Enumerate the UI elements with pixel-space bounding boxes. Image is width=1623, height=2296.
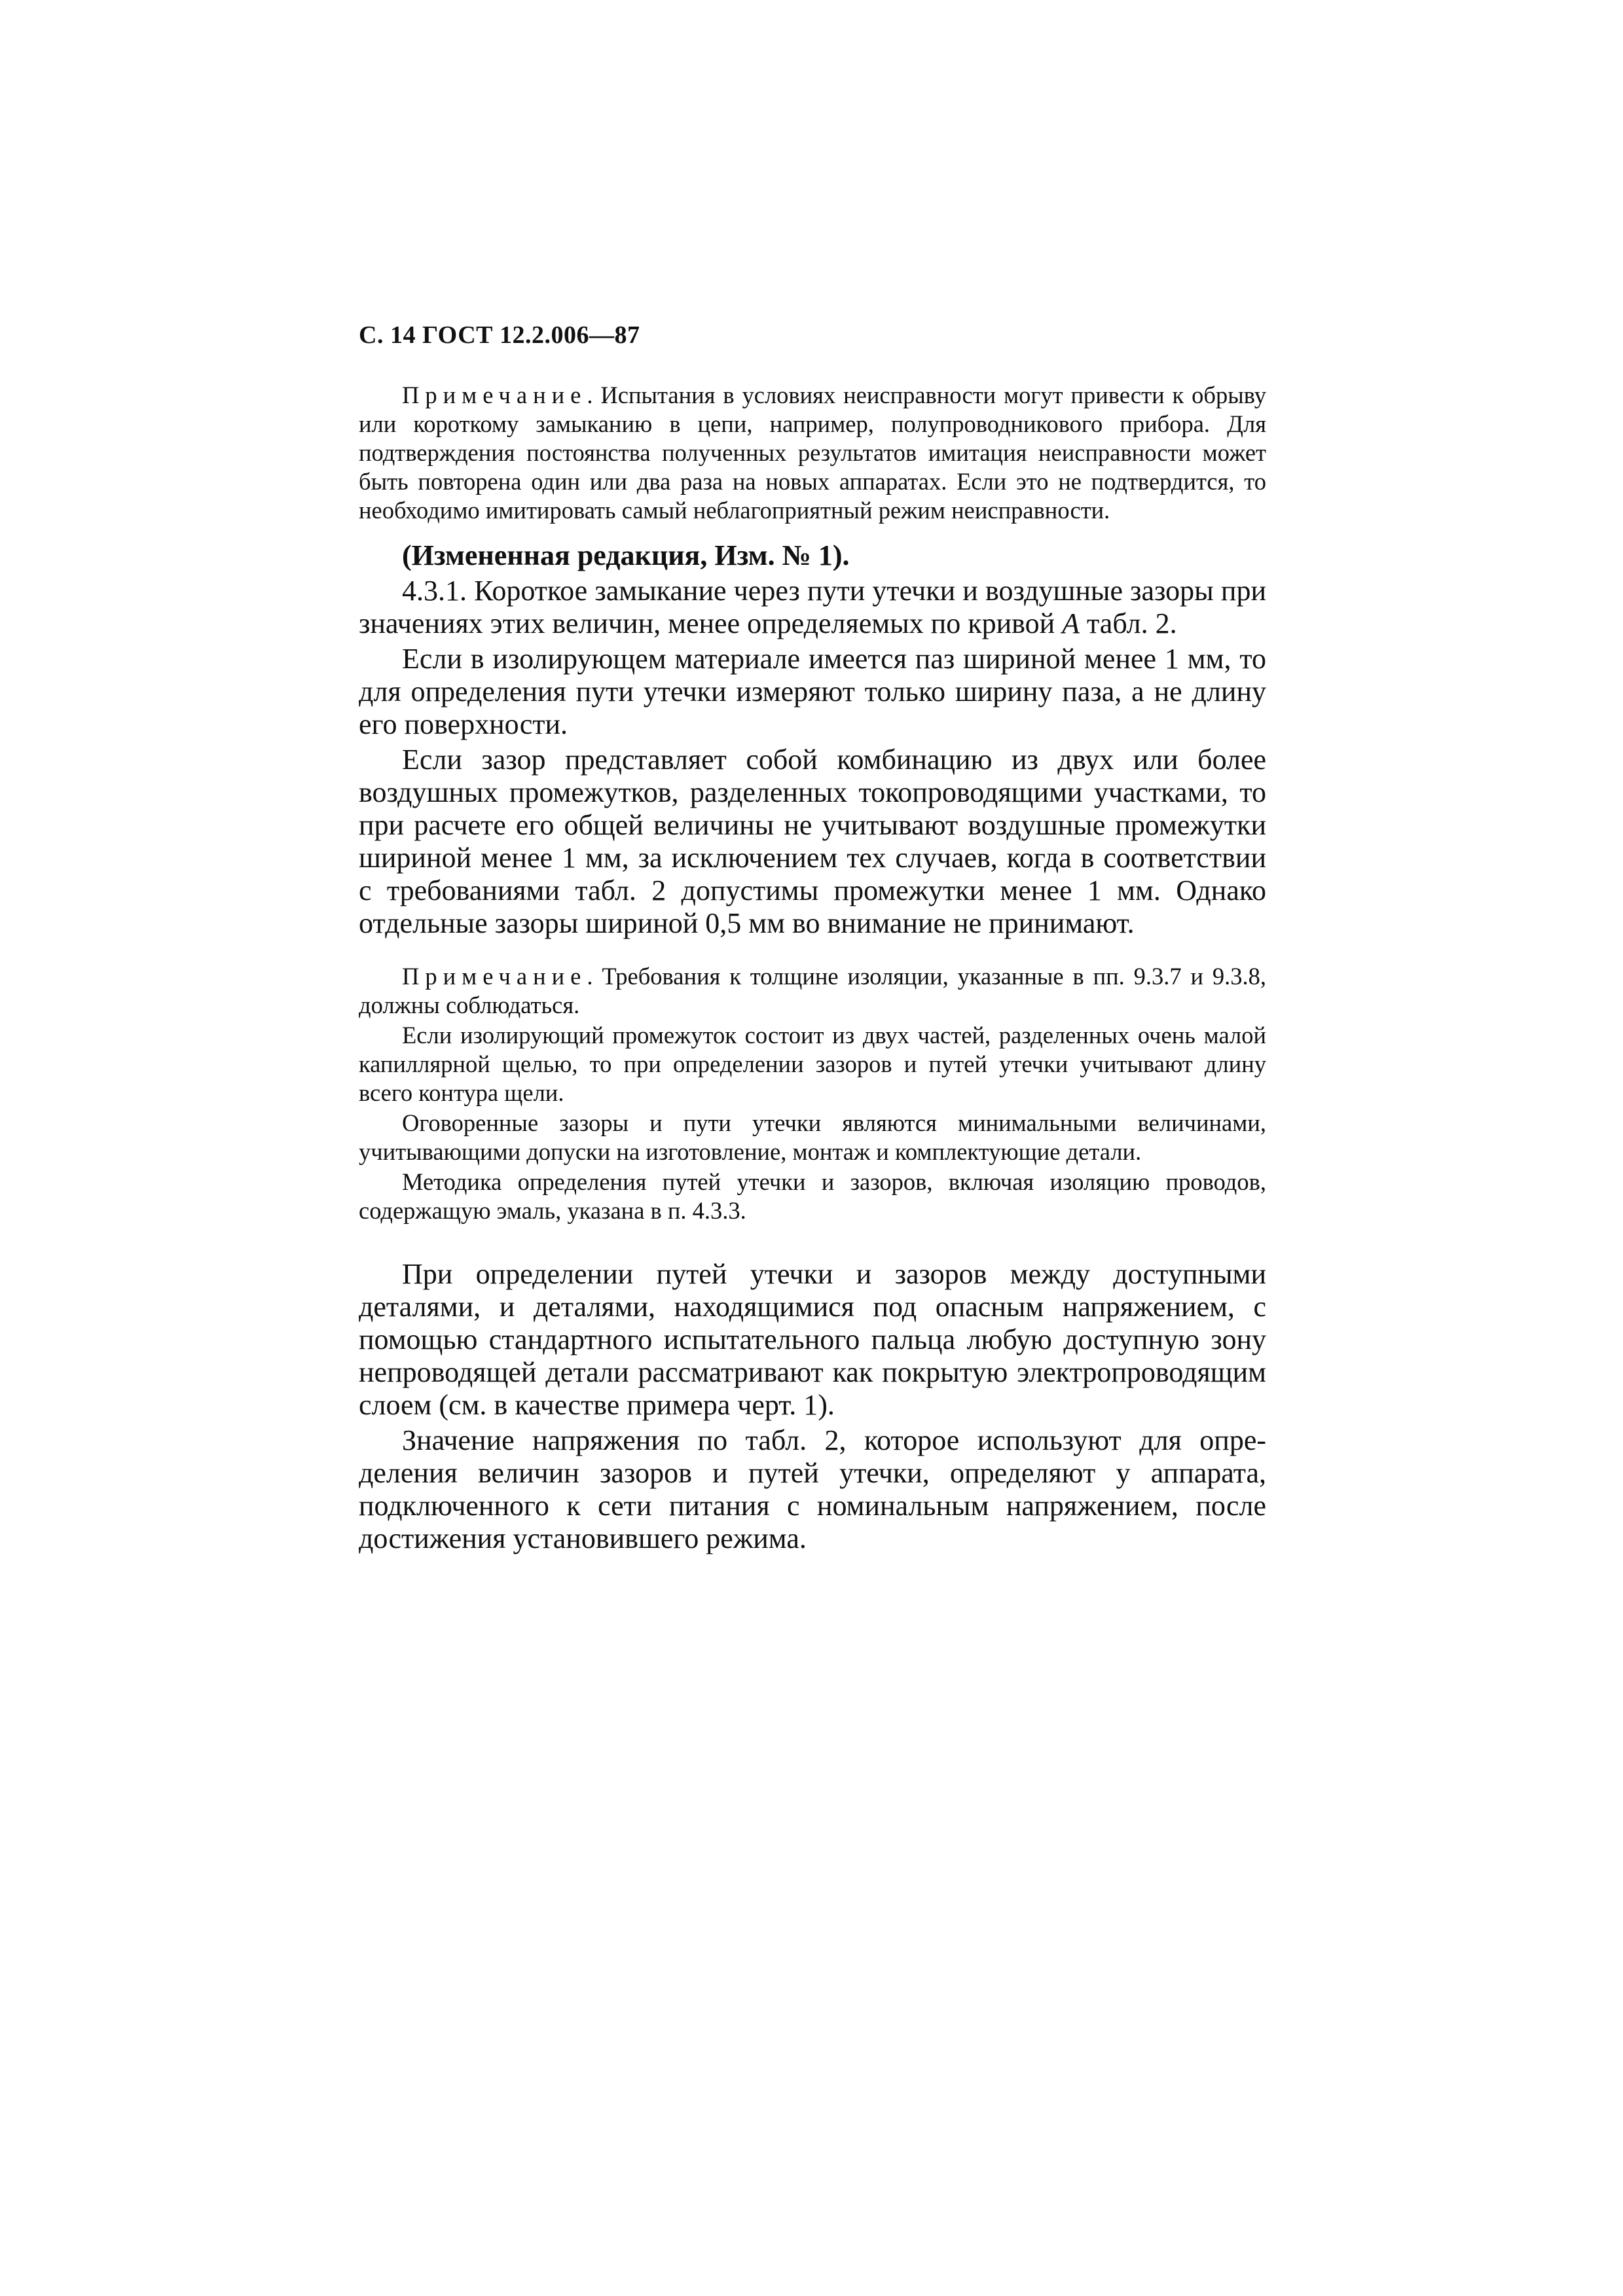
- note-block-1: [359, 381, 1266, 525]
- section-paragraph: Если зазор представляет собой комбинацию из двух или более воздушных промежутков, разделенных токопроводящими участками, то при расчете его общей величины не учитывают воздушные промежутки шириной менее 1 мм, за исключением тех случаев, когда в соответствии с требованиями табл. 2 допустимы промежутки менее 1 мм. Однако отдельные зазоры шириной 0,5 мм во внимание не принимают.: [359, 744, 1266, 939]
- curve-letter: А: [1062, 607, 1080, 639]
- note-label: Примечание: [402, 382, 587, 408]
- section-4-3-1: [359, 539, 1266, 940]
- note-block-2: [359, 962, 1266, 1225]
- amendment-note: (Измененная редакция, Изм. № 1).: [402, 539, 850, 571]
- note-text: . Испытания в условиях неисправности могут привести к обрыву или короткому замыканию в цепи, например, полупроводникового прибора. Для подтверждения постоянства полученных результатов имитация неисправности может быть повторена один или два раза на новых аппаратах. Если это не подтвердится, то необходимо имитировать самый неблагоприятный режим неисправности.: [359, 382, 1266, 524]
- final-section: [359, 1258, 1266, 1555]
- note-paragraph: [359, 381, 1266, 525]
- section-paragraph: [359, 575, 1266, 640]
- body-paragraph: При определении путей утечки и зазоров между доступными деталями, и деталями, находящимися под опасным напряжением, с помощью стандартного испытательного пальца любую доступную зону непроводящей детали рассматривают как покрытую электропроводящим слоем (см. в качестве примера черт. 1).: [359, 1258, 1266, 1421]
- note-paragraph: [359, 962, 1266, 1020]
- note-paragraph: Методика определения путей утечки и зазоров, включая изоляцию проводов, содержащую эмаль, указана в п. 4.3.3.: [359, 1168, 1266, 1224]
- section-paragraph: Если в изолирующем материале имеется паз шириной менее 1 мм, то для определения пути утечки измеряют только ширину паза, а не длину его поверхности.: [359, 643, 1266, 740]
- note-paragraph: Оговоренные зазоры и пути утечки являются минимальными величинами, учитывающими допуски на изготовление, монтаж и комплектующие детали.: [359, 1109, 1266, 1165]
- section-text: 4.3.1. Короткое замыкание через пути утечки и воздушные зазоры при значениях этих величин, менее определяемых по кривой: [359, 575, 1266, 639]
- body-paragraph: Значение напряжения по табл. 2, которое используют для определения величин зазоров и путей утечки, определяют у аппарата, подключенного к сети питания с номинальным напряжением, после достижения установившего режима.: [359, 1424, 1266, 1554]
- note-text: . Требования к толщине изоляции, указанные в пп. 9.3.7 и 9.3.8, должны соблюдаться.: [359, 963, 1266, 1018]
- running-header: С. 14 ГОСТ 12.2.006—87: [359, 321, 640, 349]
- note-paragraph: Если изолирующий промежуток состоит из двух частей, разделенных очень малой капиллярной щелью, то при определении зазоров и путей утечки учитывают длину всего контура щели.: [359, 1022, 1266, 1106]
- note-label: Примечание: [402, 963, 587, 990]
- page-content: [359, 381, 1266, 1555]
- section-text-tail: табл. 2.: [1080, 607, 1177, 639]
